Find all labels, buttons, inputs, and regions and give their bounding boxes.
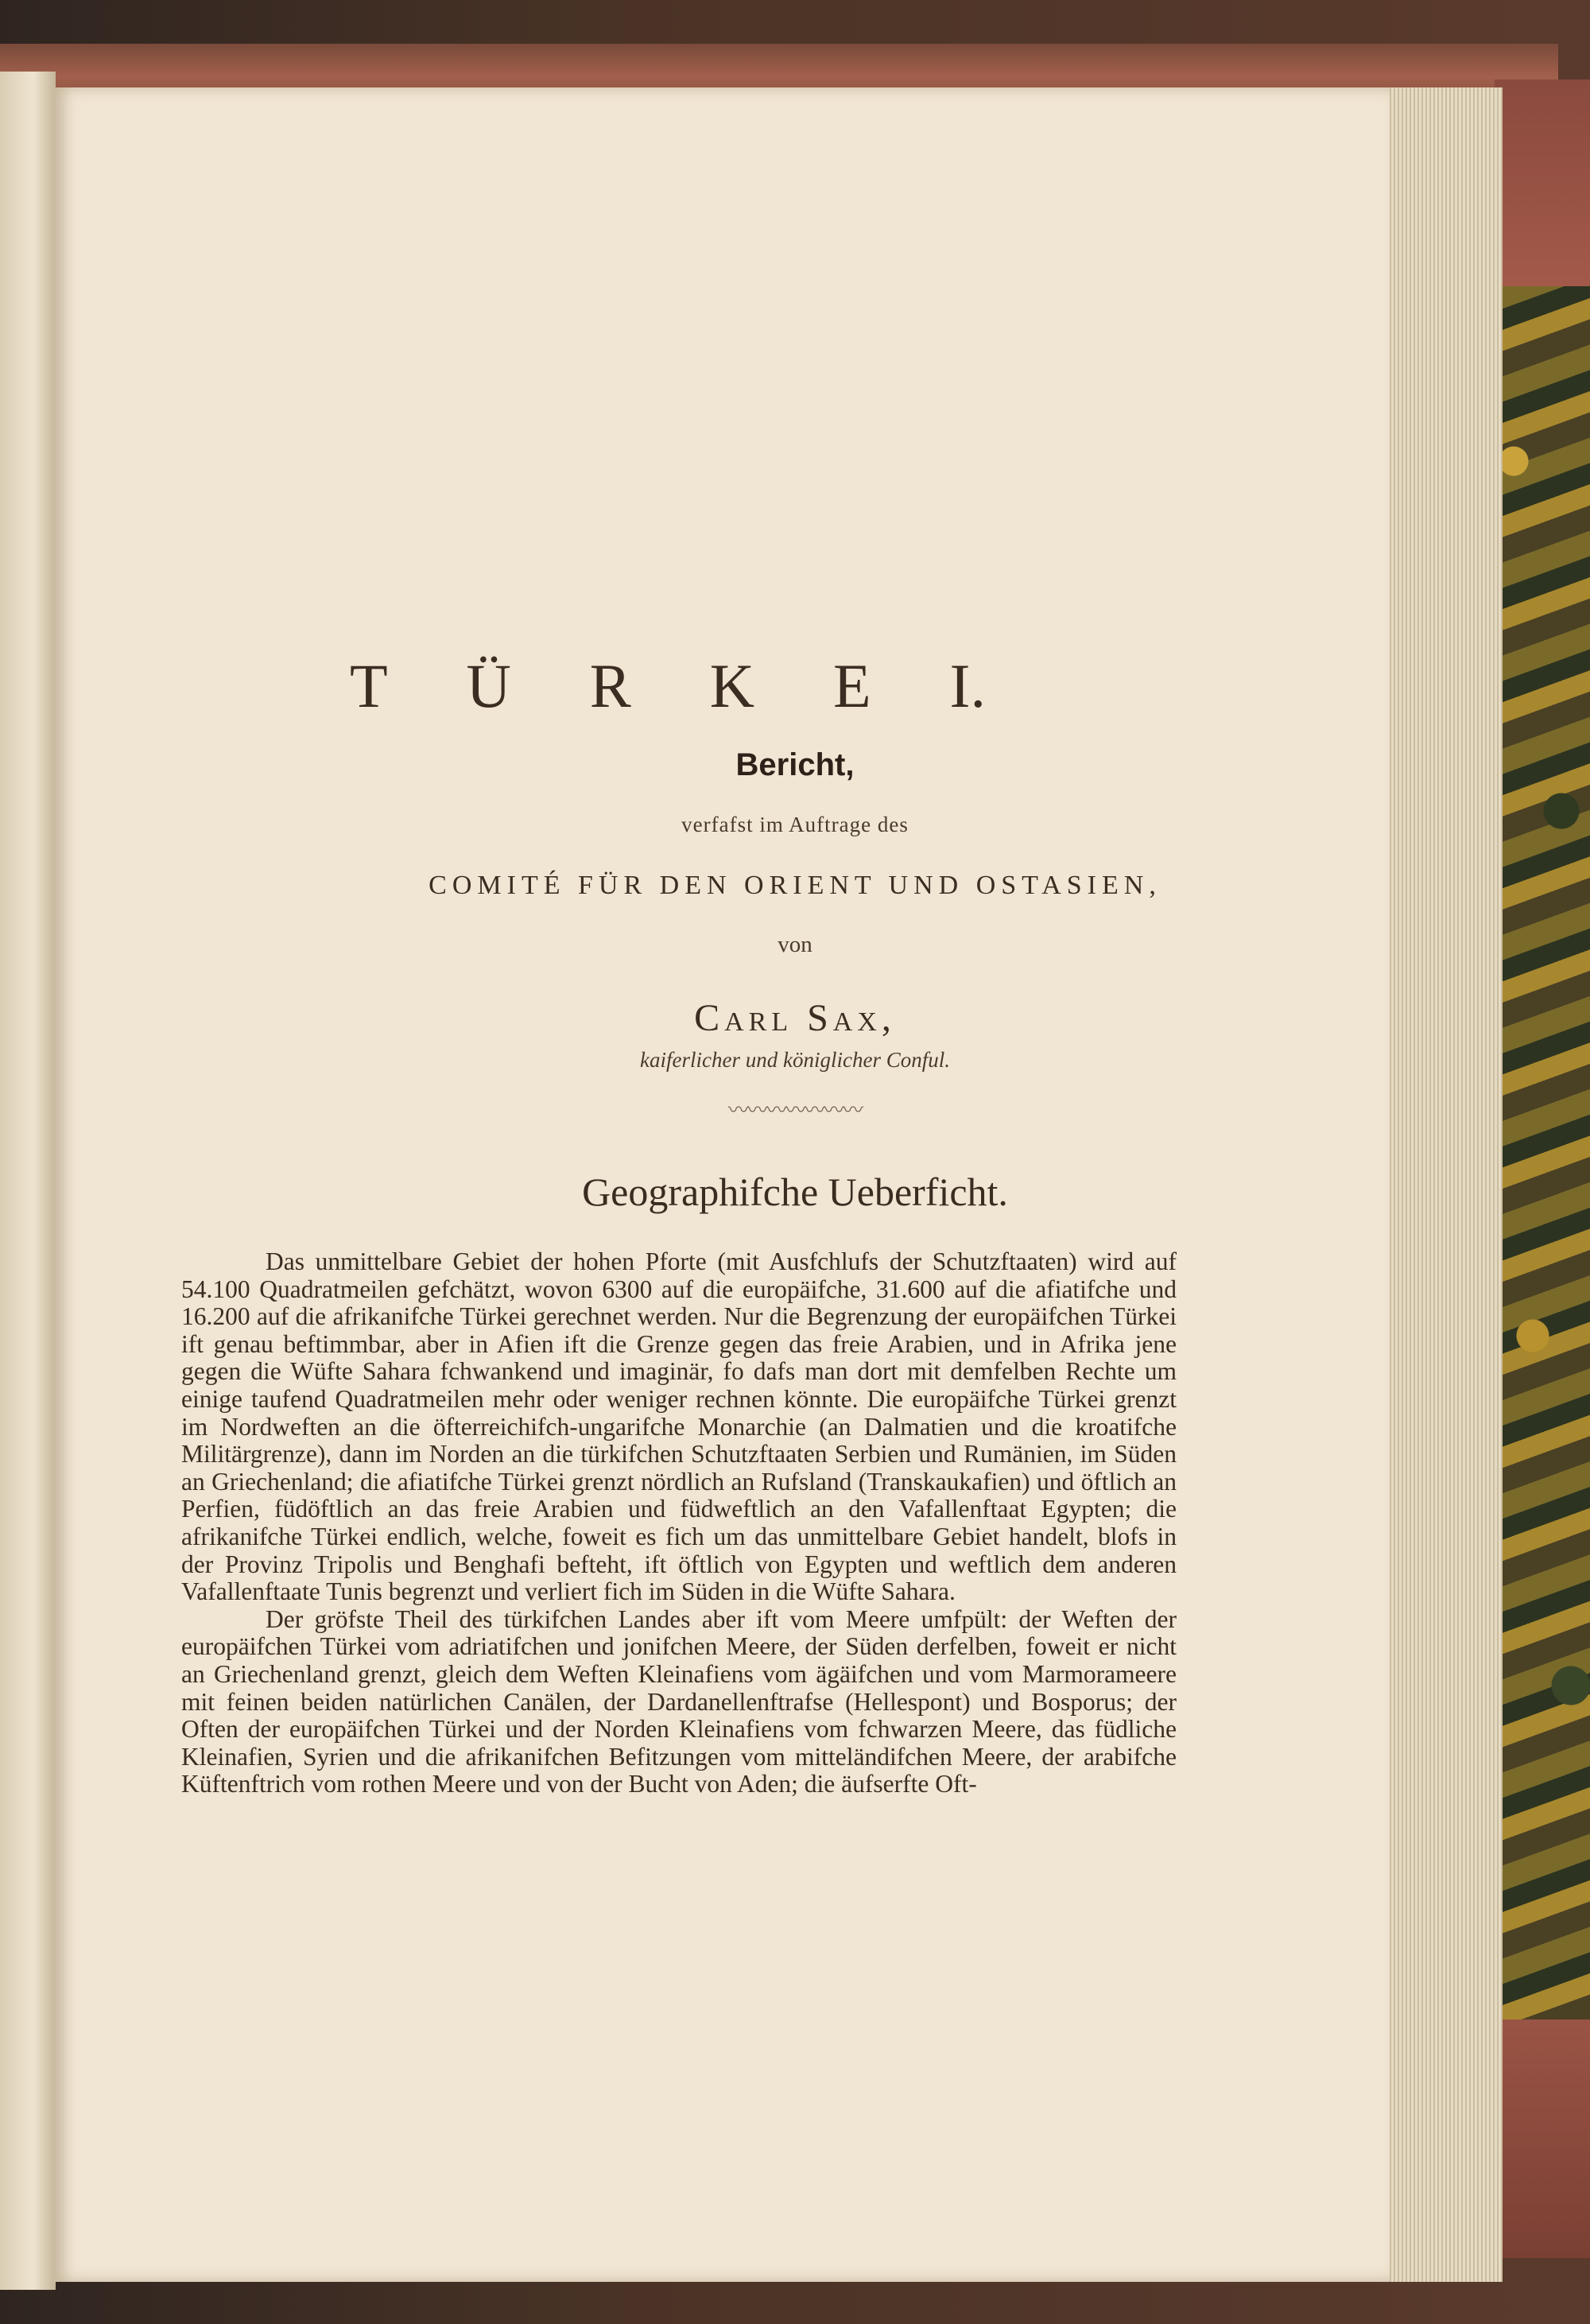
title-letter: E [832,651,871,720]
marbled-cover-edge [1495,286,1590,2035]
commission-line: verfafst im Auftrage des [681,813,909,836]
title-letter: T [350,651,388,720]
page-title [350,642,986,730]
title-letter: R [589,651,631,720]
paragraph: Der gröfste Theil des türkifchen Landes aber ift vom Meere umfpült: der Weften der europäifchen Türkei vom adriatifchen und jonifchen Meere, der Süden derfelben, foweit er nicht an Griechenland grenzt, gleich dem Weften Kleinafiens vom ägäifchen und vom Marmorameere mit feinen beiden natürlichen Canälen, der Dardanellenftrafse (Hellespont) und Bosporus; der Often der europäifchen Türkei und der Norden Kleinafiens vom fchwarzen Meere, das füdliche Kleinafien, Syrien und die afrikanifchen Befitzungen vom mitteländifchen Meere, der arabifche Küftenftrich vom rothen Meere und von der Bucht von Aden; die äufserfte Oft- [181,1604,1177,1798]
title-letter: Ü [466,651,511,720]
paragraph: Das unmittelbare Gebiet der hohen Pforte (mit Ausfchlufs der Schutzftaaten) wird auf 54.100 Quadratmeilen gefchätzt, wovon 6300 auf die europäifche, 31.600 auf die afiatifche und 16.200 auf die afrikanifche Türkei gerechnet werden. Nur die Begrenzung der europäifchen Türkei ift genau beftimmbar, aber in Afien ift die Grenze gegen das freie Arabien, und in Afrika jene gegen die Wüfte Sahara fchwankend und imaginär, fo dafs man dort mit demfelben Rechte um einige taufend Quadratmeilen mehr oder weniger rechnen könnte. Die europäifche Türkei grenzt im Nordweften an die öfterreichifch-ungarifche Monarchie (an Dalmatien und die kroatifche Militärgrenze), dann im Norden an die türkifchen Schutzftaaten Serbien und Rumänien, im Süden an Griechenland; die afiatifche Türkei grenzt nördlich an Rufsland (Transkaukafien) und öftlich an Perfien, füdöftlich an das freie Arabien und füdweftlich an den Vafallenftaat Egypten; die afrikanifche Türkei endlich, welche, foweit es fich um das unmittelbare Gebiet handelt, blofs in der Provinz Tripolis und Benghafi befteht, ift öftlich von Egypten und weftlich dem anderen Vafallenftaate Tunis begrenzt und verliert fich im Süden in die Wüfte Sahara. [181,1247,1177,1606]
report-heading: Bericht, [735,747,855,782]
body-text [181,1248,1177,1798]
ornament-divider: 〰〰〰〰〰〰〰 [727,1099,862,1122]
committee-name: COMITÉ FÜR DEN ORIENT UND OSTASIEN, [429,871,1161,900]
section-title: Geographifche Ueberficht. [582,1170,1008,1214]
cover-spine-bottom [1495,2019,1590,2258]
title-letter: K [709,651,755,720]
by-line: von [778,932,812,957]
title-letter: I. [949,651,986,720]
cover-spine-top [1495,80,1590,294]
author-name: Carl Sax, [694,997,896,1039]
author-role: kaiferlicher und königlicher Conful. [640,1048,950,1072]
